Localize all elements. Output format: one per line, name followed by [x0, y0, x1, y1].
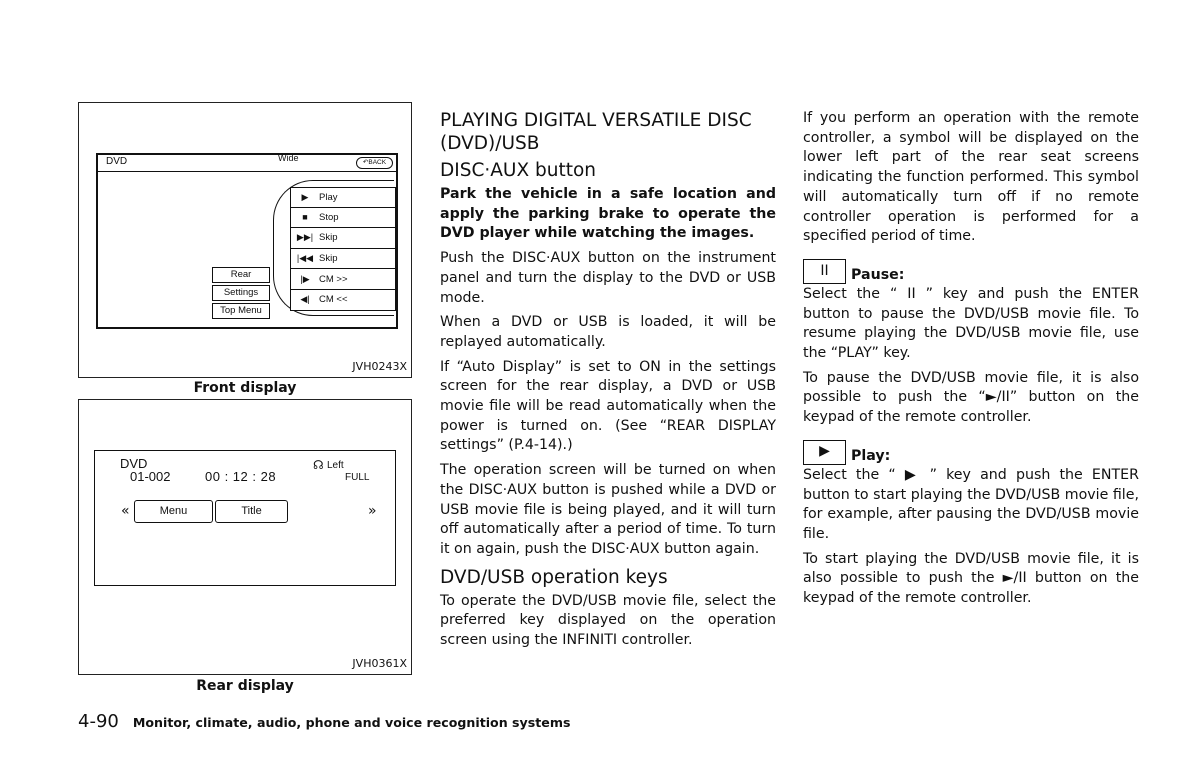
stop-key: ■ Stop [290, 208, 396, 229]
stop-icon: ■ [302, 212, 308, 223]
audio-channel-label: Left [327, 460, 344, 471]
rear-display-figure [78, 399, 412, 675]
front-key-list [290, 187, 396, 311]
paragraph: The operation screen will be turned on when the DISC·AUX button is pushed while a DVD or USB movie file is being played, and it will turn off automatically after a period of time. To turn it on again, push the DISC·AUX button again. [440, 462, 776, 557]
play-key: ▶ Play [290, 187, 396, 208]
pause-key-row [803, 259, 1139, 284]
chapter-readout: 01-002 [130, 469, 171, 484]
paragraph: When a DVD or USB is loaded, it will be replayed automatically. [440, 314, 776, 350]
title-button: Title [215, 500, 288, 523]
paragraph: Select the “ II ” key and push the ENTER button to pause the DVD/USB movie file. To resume playing the DVD/USB movie file, use the “PLAY” key. [803, 285, 1139, 362]
play-key-row [803, 440, 1139, 465]
right-column [803, 109, 1139, 614]
safety-warning: Park the vehicle in a safe location and apply the parking brake to operate the DVD player while watching the images. [440, 186, 776, 242]
page-number: 4-90 [78, 711, 119, 732]
play-label: Play: [851, 447, 891, 464]
operation-keys-heading: DVD/USB operation keys [440, 566, 668, 588]
menu-button: Menu [134, 500, 213, 523]
right-arrow-icon: » [368, 503, 377, 519]
rear-source-label: DVD [120, 456, 148, 471]
skip-forward-icon: ▶▶| [296, 232, 314, 243]
settings-side-button: Settings [212, 285, 270, 301]
front-source-label: DVD [106, 156, 128, 167]
time-readout: 00 : 12 : 28 [205, 469, 277, 484]
paragraph: To pause the DVD/USB movie file, it is also possible to push the “►/II” button on the keypad of the remote controller. [803, 369, 1139, 426]
top-menu-side-button: Top Menu [212, 303, 270, 319]
paragraph: If you perform an operation with the remote controller, a symbol will be displayed on the lower left part of the rear seat screens indicating the function performed. This symbol will automatically turn off if no remote controller operation is performed for a specified period of time. [803, 110, 1139, 245]
left-arrow-icon: « [121, 503, 130, 519]
cm-back-icon: ◀| [300, 294, 310, 305]
rear-side-button: Rear [212, 267, 270, 283]
front-screen-header [98, 155, 396, 172]
back-button: ↶BACK [356, 157, 393, 169]
play-icon: ▶ [803, 440, 846, 465]
paragraph: Select the “ ▶ ” key and push the ENTER button to start playing the DVD/USB movie file, for example, after pausing the DVD/USB movie file. [803, 466, 1139, 542]
figure-code: JVH0243X [352, 360, 407, 373]
pause-icon: II [803, 259, 846, 284]
rear-display-caption: Rear display [196, 678, 294, 694]
page-footer [78, 711, 570, 732]
pause-label: Pause: [851, 266, 905, 283]
paragraph: Push the DISC·AUX button on the instrument panel and turn the display to the DVD or USB mode. [440, 250, 776, 306]
headphone-icon: ☊ [313, 458, 324, 472]
front-display-caption: Front display [193, 380, 297, 396]
paragraph: If “Auto Display” is set to ON in the settings screen for the rear display, a DVD or USB movie file will be read automatically when the power is turned on. (See “REAR DISPLAY settings” (P.4-14).) [440, 358, 776, 454]
chapter-title: Monitor, climate, audio, phone and voice recognition systems [132, 715, 571, 730]
back-icon: ↶ [362, 159, 369, 166]
cm-forward-key: |▶ CM >> [290, 269, 396, 290]
front-mode-label: Wide [278, 153, 299, 163]
play-icon: ▶ [301, 191, 309, 202]
aspect-label: FULL [345, 472, 370, 483]
skip-forward-key: ▶▶| Skip [290, 228, 396, 249]
skip-back-icon: |◀◀ [296, 253, 314, 264]
paragraph: To start playing the DVD/USB movie file, it is also possible to push the ►/II button on the keypad of the remote controller. [803, 550, 1139, 607]
cm-forward-icon: |▶ [300, 273, 310, 284]
skip-back-key: |◀◀ Skip [290, 249, 396, 270]
cm-back-key: ◀| CM << [290, 290, 396, 311]
front-screen [96, 153, 398, 329]
paragraph: To operate the DVD/USB movie file, select the preferred key displayed on the operation screen using the INFINITI controller. [440, 592, 776, 649]
figure-code: JVH0361X [352, 657, 407, 670]
disc-aux-heading: DISC·AUX button [440, 160, 597, 181]
middle-column [440, 109, 776, 656]
front-display-figure [78, 102, 412, 378]
section-title: PLAYING DIGITAL VERSATILE DISC (DVD)/USB [440, 110, 752, 154]
rear-screen [94, 450, 396, 586]
